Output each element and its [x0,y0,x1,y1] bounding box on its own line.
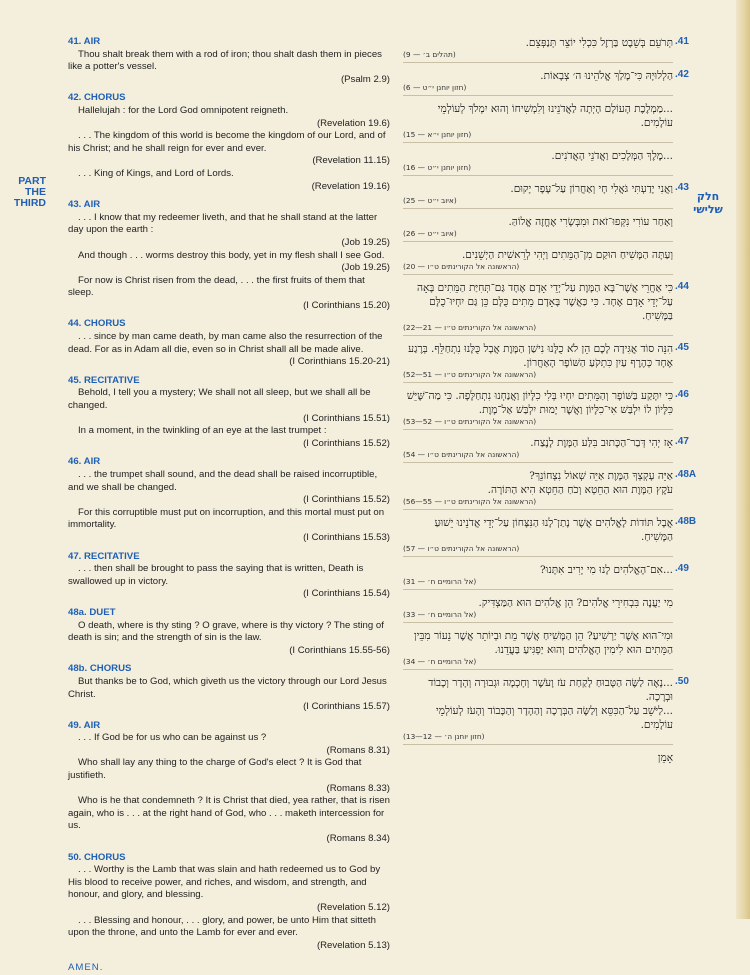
hebrew-verse-line: ...מֶלֶךְ הַמְּלָכִים וַאֲדֹנֵי הָאֲדֹנִים. [551,150,673,162]
hebrew-verse-reference: (אל הרומיים ח׳ — 34) [403,657,477,666]
hebrew-verse-reference: (איוב י״ט — 25) [403,196,457,205]
english-column [68,36,390,975]
hebrew-verse-line: וְאַחַר עוֹרִי נִקְּפוּ־זֹאת וּמִבְּשָׂרִי אֶחֱזֶה אֱלוֹהַּ. [508,216,673,228]
hebrew-verse-reference: (אל הרומיים ח׳ — 31) [403,577,477,586]
verse-text: For this corruptible must put on incorruption, and this mortal must put on immortality. [68,506,385,531]
hebrew-verse-line: ...אִם־הָאֱלֹהִים לָנוּ מִי יָרִיב אִתָּנוּ? [540,564,673,576]
verse-text: And though . . . worms destroy this body, yet in my flesh shall I see God. [78,249,385,261]
hebrew-verse-reference: (חזון יוחנן ה׳ — 12—13) [403,732,485,741]
hebrew-section [403,629,673,670]
hebrew-verse-reference: (אל הרומיים ח׳ — 33) [403,610,477,619]
hebrew-section [403,342,689,383]
hebrew-verse-reference: (הראשונה אל הקורינתים ט״ו — 52—53) [403,417,537,426]
verse-text: . . . The kingdom of this world is become the kingdom of our Lord, and of his Christ; and he shall reign for ever and ever. [68,130,386,154]
hebrew-verse-line: אָמֵן [657,752,673,764]
hebrew-verse-line: ...מַמְלֶכֶת הָעוֹלָם הָיְתָה לַאֲדֹנֵינוּ וְלִמְשִׁיחוֹ וְהוּא יִמְלֹךְ לְעוֹלְמֵי עוֹלָמִים. [437,103,673,129]
verse-text: In a moment, in the twinkling of an eye at the last trumpet : [78,425,327,437]
hebrew-verse-line: אַיֵּה עָקְצְךָ הַמָּוֶת אַיֵּה שְׁאוֹל נִצְחוֹנֵךְ? [529,470,673,482]
section-heading: 50. CHORUS [68,851,126,863]
verse-text: . . . I know that my redeemer liveth, and that he shall stand at the latter day upon the earth : [68,211,378,236]
part-heading-english: PART THE THIRD [13,175,46,209]
verse-text: Who shall lay any thing to the charge of God's elect ? It is God that justifieth. [68,757,362,782]
section-heading: 42. CHORUS [68,92,126,104]
verse-text: . . . since by man came death, by man came also the resurrection of the dead. For as in Adam all die, even so in Christ shall all be made alive. [68,331,383,355]
section-heading: 47. RECITATIVE [68,550,140,562]
hebrew-section [403,596,673,623]
verse-text: . . . then shall be brought to pass the saying that is written, Death is swallowed up in victory. [68,563,364,587]
verse-text: . . . Worthy is the Lamb that was slain and hath redeemed us to God by His blood to receive power, and riches, and wisdom, and strength, and honour, and glory, and blessing. [68,864,381,901]
verse-text: Hallelujah : for the Lord God omnipotent reigneth. [78,104,289,116]
verse-reference: (Revelation 5.13) [316,939,390,951]
verse-text: Thou shalt break them with a rod of iron; thou shalt dash them in pieces like a potter's vessel. [68,48,382,73]
hebrew-section-number: .48B [675,516,697,527]
section-heading: 43. AIR [68,199,101,211]
hebrew-section [403,516,697,557]
section-heading: 45. RECITATIVE [68,374,140,386]
hebrew-section [403,751,673,768]
hebrew-verse-reference: (הראשונה אל הקורינתים ט״ו — 20) [403,262,520,271]
verse-text: Behold, I tell you a mystery; We shall not all sleep, but we shall all be changed. [68,387,371,412]
hebrew-section [403,36,689,63]
verse-reference: (Psalm 2.9) [340,73,390,85]
part-heading-hebrew: חלק שלישי [693,190,723,216]
hebrew-verse-line: ...נָאֶה לַשֶּׂה הַטָּבוּחַ לָקַחַת עֹז וָעֹשֶׁר וְחָכְמָה וּגְבוּרָה וְהָדָר וְכָבוֹד וּבְרָכָה. [428,677,673,703]
hebrew-verse-reference: (חזון יוחנן י״ט — 16) [403,163,472,172]
verse-text: Who is he that condemneth ? It is Christ that died, yea rather, that is risen again, who is . . . at the right hand of God, who . . . maketh intercession for us. [68,795,390,832]
verse-text: For now is Christ risen from the dead, . . . the first fruits of them that sleep. [68,274,365,299]
hebrew-section [403,389,689,430]
hebrew-section-number: .46 [675,389,689,400]
verse-reference: (Romans 8.34) [326,833,390,845]
hebrew-verse-line: מִי יַעֲנֶה בִּבְחִירֵי אֱלֹהִים? הֵן אֱלֹהִים הוּא הַמַּצְדִּיק. [478,597,673,609]
verse-reference: (Romans 8.33) [326,782,390,794]
section-heading: 46. AIR [68,456,101,468]
verse-reference: (I Corinthians 15.53) [303,531,390,543]
hebrew-section-number: .48A [675,469,697,480]
hebrew-verse-reference: (הראשונה אל הקורינתים ט״ו — 21—22) [403,323,537,332]
hebrew-verse-reference: (חזון יוחנן י״ט — 6) [403,83,467,92]
section-heading: 48a. DUET [68,606,116,618]
hebrew-verse-reference: (הראשונה אל הקורינתים ט״ו — 54) [403,450,520,459]
hebrew-verse-reference: (הראשונה אל הקורינתים ט״ו — 57) [403,544,520,553]
verse-text: But thanks be to God, which giveth us the victory through our Lord Jesus Christ. [68,675,387,700]
hebrew-section [403,248,673,275]
verse-reference: (I Corinthians 15.55-56) [289,644,390,656]
amen-closing: AMEN. [68,962,104,974]
hebrew-verse-line: ...לַיֹּשֵׁב עַל־הַכִּסֵּא וְלַשֶּׂה הַבְּרָכָה וְהַהָדָר וְהַכָּבוֹד וְהָעֹז לְעוֹלְמֵי עוֹלָמִים. [435,705,673,731]
hebrew-section [403,102,673,143]
verse-reference: (Revelation 19.6) [316,117,390,129]
hebrew-column [403,36,697,774]
hebrew-verse-line: הִנֵּה סוֹד אֲגִּידָה לָכֶם הֵן לֹא כֻלָּנוּ נִישַׁן הַמָּוֶת אֲבָל כֻּלָּנוּ נִתְחַלֵּף. בְּרֶגַע אֶחָד כְּהֶרֶף עַיִן כִּתְקֹעַ הַשּׁוֹפָר הָאַחֲרוֹן. [408,343,673,369]
section-heading: 41. AIR [68,36,101,47]
hebrew-verse-reference: (איוב י״ט — 26) [403,229,457,238]
hebrew-section [403,436,689,463]
hebrew-verse-line: תְּרֹעֵם בְּשֵׁבֶט בַּרְזֶל כִּכְלִי יוֹצֵר תְּנַפְּצֵם. [525,37,673,49]
verse-reference: (I Corinthians 15.52) [303,494,390,506]
hebrew-verse-reference: (הראשונה אל הקורינתים ט״ו — 51—52) [403,370,537,379]
hebrew-section [403,215,673,242]
verse-reference: (Job 19.25) [341,236,390,248]
hebrew-section [403,676,689,745]
hebrew-section [403,182,689,209]
verse-text: . . . the trumpet shall sound, and the dead shall be raised incorruptible, and we shall be changed. [68,469,378,493]
hebrew-section [403,281,689,336]
hebrew-section-number: .42 [675,69,689,80]
hebrew-verse-reference: (חזון יוחנן י״א — 15) [403,130,472,139]
verse-reference: (Revelation 11.15) [312,155,390,167]
page-edge [736,0,750,919]
hebrew-section [403,149,673,176]
hebrew-verse-line: וְעַתָּה הַמָּשִׁיחַ הוּקַם מִן־הַמֵּתִים וַיְהִי לְרֵאשִׁית הַיְשֵׁנִים. [461,249,673,261]
hebrew-section-number: .47 [675,436,689,447]
verse-reference: (Job 19.25) [341,262,390,274]
hebrew-verse-reference: (הראשונה אל הקורינתים ט״ו — 55—56) [403,497,537,506]
hebrew-verse-line: אָז יְהִי דְּבַר־הַכָּתוּב בִּלַּע הַמָּוֶת לָנֶצַח. [530,437,673,449]
hebrew-verse-line: עֹקֶץ הַמָּוֶת הוּא הַחֵטְא וְכֹחַ הַחֵטְא הִיא הַתּוֹרָה. [487,484,673,496]
hebrew-section-number: .50 [675,676,689,687]
verse-reference: (I Corinthians 15.20) [303,299,390,311]
hebrew-section-number: .41 [675,36,689,47]
section-heading: 48b. CHORUS [68,663,132,675]
hebrew-section-number: .49 [675,563,689,574]
verse-text: . . . King of Kings, and Lord of Lords. [78,167,234,179]
hebrew-verse-line: כִּי אַחֲרֵי אֲשֶׁר־בָּא הַמָּוֶת עַל־יְדֵי אָדָם אֶחָד גַּם־תְּחִיַּת הַמֵּתִים בָּאָה עַל־יְדֵי אָדָם אֶחָד. כִּי כַּאֲשֶׁר בָּאָדָם מֵתִים כֻּלָּם כֵּן גַּם יִחְיוּ־כֻלָּם בַּמָּשִׁיחַ. [416,282,673,322]
verse-text: . . . Blessing and honour, . . . glory, and power, be unto Him that sitteth upon the throne, and unto the Lamb for ever and ever. [68,914,376,939]
hebrew-verse-line: הַלְלוּיָהּ כִּי־מָלַךְ אֱלֹהֵינוּ ה׳ צְבָאוֹת. [540,70,673,82]
section-heading: 49. AIR [68,719,101,731]
verse-reference: (I Corinthians 15.51) [303,412,390,424]
hebrew-section-number: .44 [675,281,689,292]
section-heading: 44. CHORUS [68,318,126,330]
hebrew-section [403,563,689,590]
hebrew-section-number: .45 [675,342,689,353]
verse-text: O death, where is thy sting ? O grave, where is thy victory ? The sting of death is sin; and the strength of sin is the law. [68,619,384,644]
verse-reference: (Romans 8.31) [326,744,390,756]
hebrew-verse-line: אֲבָל תּוֹדוֹת לָאֱלֹהִים אֲשֶׁר נָתַן־לָנוּ הַנִּצָּחוֹן עַל־יְדֵי אֲדֹנֵינוּ יֵשׁוּעַ הַמָּשִׁיחַ. [434,517,673,543]
hebrew-section-number: .43 [675,182,689,193]
hebrew-verse-line: וּמִי־הוּא אֲשֶׁר יַרְשִׁיעַ? הֵן הַמָּשִׁיחַ אֲשֶׁר מֵת וּבְיוֹתֵר אֲשֶׁר נֵעוֹר מִבֵּין הַמֵּתִים הוּא לִימִין הָאֱלֹהִים וְהוּא יַפְגִּיעַ בַּעֲדֵנוּ. [413,630,673,656]
hebrew-verse-reference: (תהלים ב׳ — 9) [403,50,456,59]
hebrew-section [403,69,689,96]
verse-reference: (I Corinthians 15.20-21) [289,356,390,368]
verse-reference: (Revelation 5.12) [316,902,390,913]
verse-reference: (I Corinthians 15.57) [303,701,390,713]
verse-reference: (I Corinthians 15.54) [303,588,390,600]
hebrew-section [403,469,697,510]
verse-reference: (I Corinthians 15.52) [303,437,390,449]
verse-reference: (Revelation 19.16) [311,180,390,192]
hebrew-verse-line: וַאֲנִי יָדַעְתִּי גֹּאֲלִי חָי וְאַחֲרוֹן עַל־עָפָר יָקוּם. [510,183,673,195]
verse-text: . . . If God be for us who can be against us ? [78,732,267,744]
hebrew-verse-line: כִּי יִתָּקַע בַּשּׁוֹפָר וְהַמֵּתִים יִחְיוּ בְּלִי כִלָּיוֹן וַאֲנַחְנוּ נִתְחַלָּפָה. כִּי מַה־שֶּׁיֵּשׁ כִּלָּיוֹן לוֹ יִלְבַּשׁ אִי־כִלָּיוֹן וַאֲשֶׁר יָמוּת יִלְבַּשׁ אַל־מָוֶת. [406,390,673,416]
